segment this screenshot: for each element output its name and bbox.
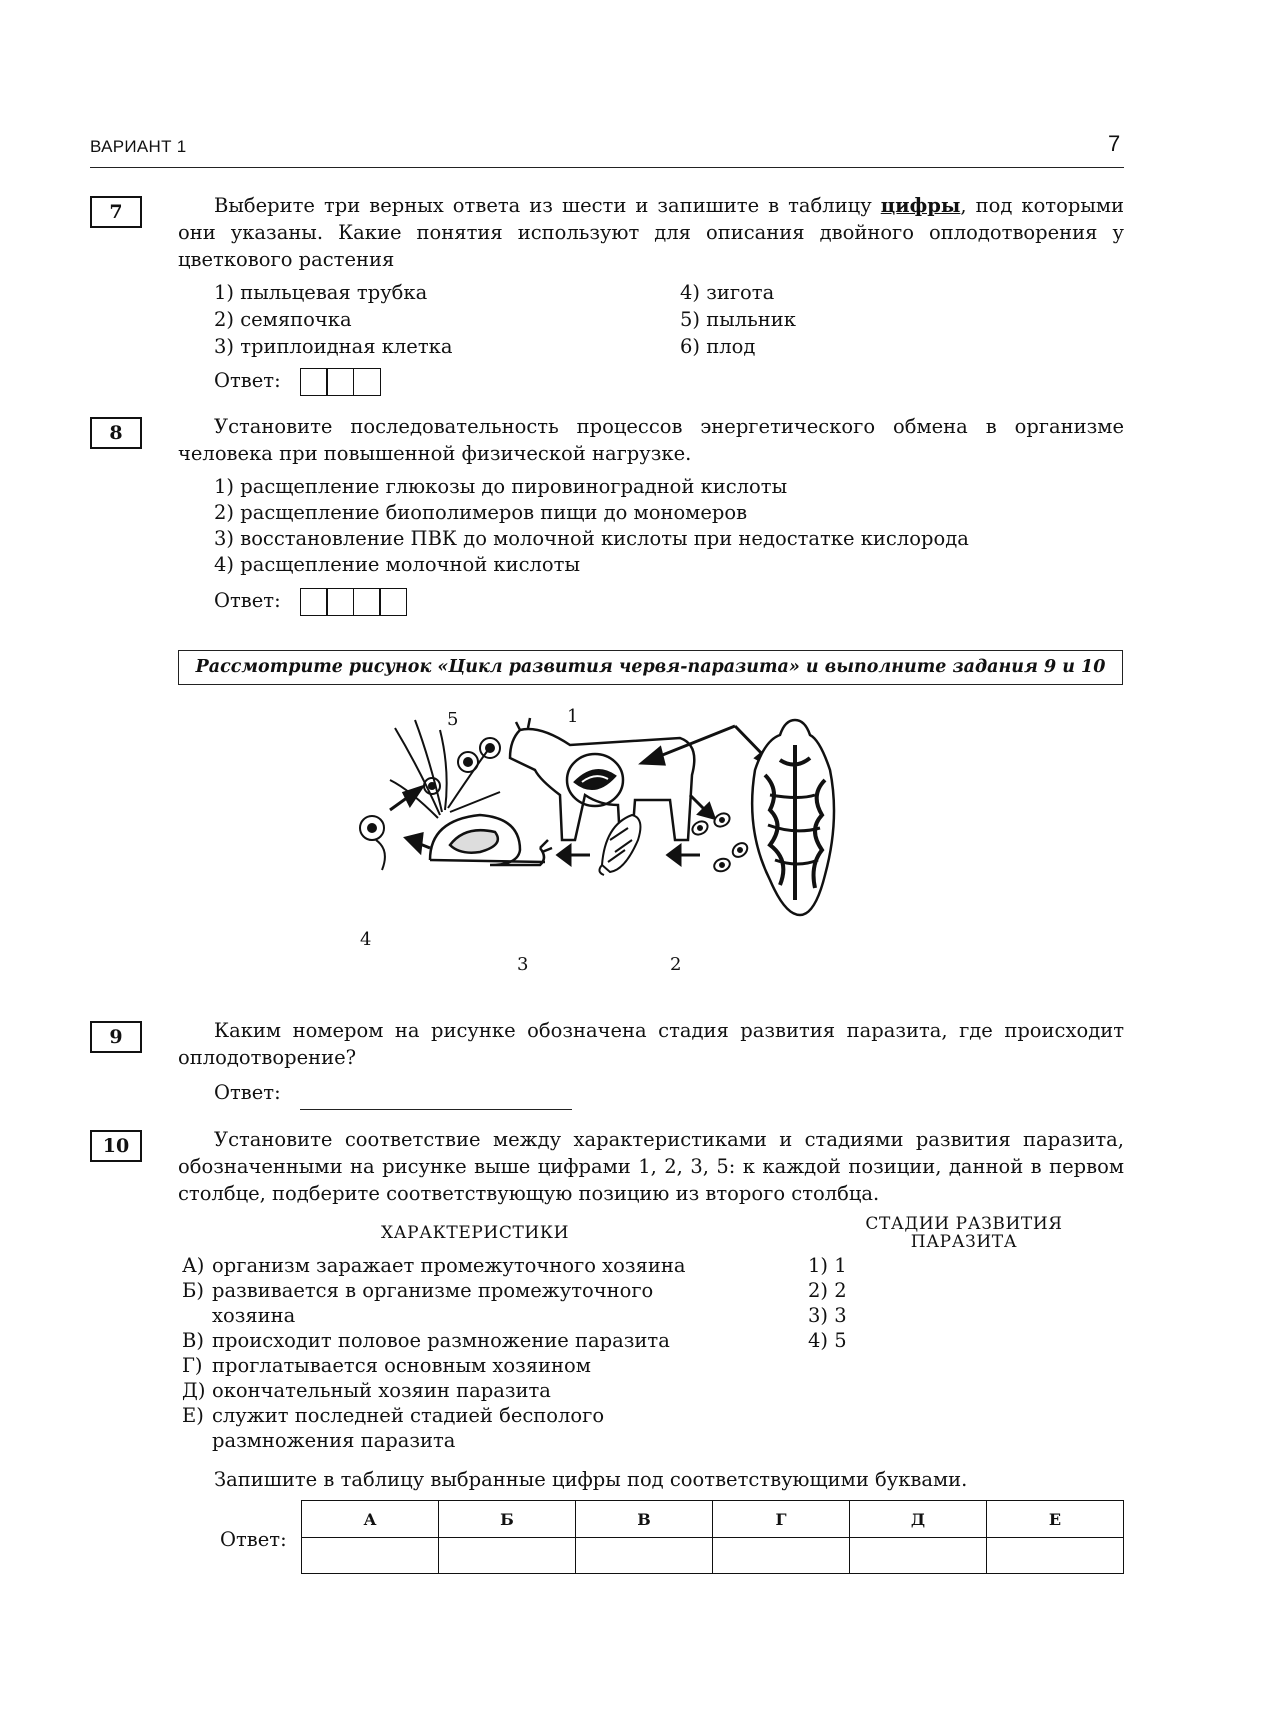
answer-cell[interactable] [326, 588, 354, 616]
characteristic-item: В) происходит половое размножение паразита [182, 1329, 670, 1352]
characteristics-list [182, 1252, 685, 1452]
task-7-option: 3) триплоидная клетка [214, 335, 453, 358]
answer-table-header: А [302, 1501, 439, 1538]
answer-table-cell[interactable] [439, 1538, 576, 1574]
task-9-answer-line[interactable] [300, 1109, 572, 1110]
task-9-text: Каким номером на рисунке обозначена стадия развития паразита, где происходит оплодотворение? [178, 1019, 1124, 1069]
task-8-option: 3) восстановление ПВК до молочной кислоты при недостатке кислорода [214, 527, 969, 550]
task-7-number: 7 [90, 196, 142, 228]
task-8-option: 2) расщепление биополимеров пищи до мономеров [214, 501, 748, 524]
snail-illustration [430, 815, 552, 865]
answer-table-header: Е [987, 1501, 1124, 1538]
task-7-option: 5) пыльник [680, 308, 796, 331]
answer-table-header: Д [850, 1501, 987, 1538]
figure-label-5: 5 [447, 709, 459, 730]
answer-cell[interactable] [353, 368, 381, 396]
task-7-text-start: Выберите три верных ответа из шести и запишите в таблицу [214, 194, 881, 217]
task-8-answer-label: Ответ: [214, 589, 281, 612]
stages-header-line-2: ПАРАЗИТА [910, 1232, 1018, 1252]
answer-table-header: Г [713, 1501, 850, 1538]
task-7-option: 6) плод [680, 335, 756, 358]
plant-with-cysts-illustration [390, 720, 500, 818]
answer-table-cell[interactable] [576, 1538, 713, 1574]
cercaria-illustration [360, 816, 385, 870]
characteristic-item: Д) окончательный хозяин паразита [182, 1379, 551, 1402]
task-9-answer-label: Ответ: [214, 1081, 281, 1104]
figure-label-2: 2 [670, 954, 682, 975]
miracidium-illustration [599, 815, 640, 875]
stages-list [808, 1252, 847, 1352]
task-9-number: 9 [90, 1021, 142, 1053]
stage-item: 2) 2 [808, 1279, 847, 1302]
answer-table-header: В [576, 1501, 713, 1538]
task-8-answer-boxes[interactable] [301, 588, 407, 616]
task-7-option: 4) зигота [680, 281, 775, 304]
task-7-text-end: , под которыми они указаны. Какие понятия используют для описания двойного оплодотворения у цветкового растения [178, 194, 1125, 271]
task-7-option: 2) семяпочка [214, 308, 352, 331]
task-10-instruction: Запишите в таблицу выбранные цифры под соответствующими буквами. [214, 1468, 968, 1491]
answer-cell[interactable] [326, 368, 354, 396]
answer-cell[interactable] [300, 368, 328, 396]
answer-table-cell[interactable] [302, 1538, 439, 1574]
header-rule [90, 167, 1124, 168]
parasite-life-cycle-figure [360, 700, 930, 985]
answer-table-header: Б [439, 1501, 576, 1538]
task-8-option: 4) расщепление молочной кислоты [214, 553, 580, 576]
characteristic-item: Е) служит последней стадией бесполого [182, 1404, 605, 1427]
figure-label-4: 4 [360, 929, 372, 950]
characteristic-item: Г) проглатывается основным хозяином [182, 1354, 591, 1377]
task-10-number: 10 [90, 1130, 142, 1162]
stage-item: 4) 5 [808, 1329, 847, 1352]
task-10-answer-table [301, 1500, 1124, 1574]
figure-label-3: 3 [517, 954, 529, 975]
variant-label: ВАРИАНТ 1 [90, 137, 187, 156]
task-10-text: Установите соответствие между характеристиками и стадиями развития паразита, обозначенными на рисунке выше цифрами 1, 2, 3, 5: к каждой позиции, данной в первом столбце, подберите соответствующую позицию из второго столбца. [178, 1128, 1124, 1205]
task-8-number: 8 [90, 417, 142, 449]
answer-cell[interactable] [353, 588, 381, 616]
characteristics-header: ХАРАКТЕРИСТИКИ [380, 1223, 569, 1243]
answer-table-cell[interactable] [987, 1538, 1124, 1574]
task-7-text-emphasis: цифры [880, 194, 961, 217]
characteristic-item: хозяина [212, 1304, 296, 1327]
characteristic-item: размножения паразита [212, 1429, 456, 1452]
task-7-text [178, 192, 1124, 273]
characteristic-item: А) организм заражает промежуточного хозяина [182, 1254, 686, 1277]
characteristic-item: Б) развивается в организме промежуточного [182, 1279, 654, 1302]
figure-instruction-banner: Рассмотрите рисунок «Цикл развития червя-паразита» и выполните задания 9 и 10 [178, 650, 1123, 685]
task-7-answer-boxes[interactable] [301, 368, 381, 396]
adult-fluke-illustration [752, 720, 834, 915]
cow-illustration [510, 718, 694, 840]
stages-header-line-1: СТАДИИ РАЗВИТИЯ [865, 1214, 1063, 1234]
figure-label-1: 1 [567, 706, 579, 727]
task-8-text: Установите последовательность процессов энергетического обмена в организме человека при повышенной физической нагрузке. [178, 415, 1124, 465]
stage-item: 1) 1 [808, 1254, 847, 1277]
answer-table-cell[interactable] [713, 1538, 850, 1574]
answer-cell[interactable] [300, 588, 328, 616]
stage-item: 3) 3 [808, 1304, 847, 1327]
task-8-option: 1) расщепление глюкозы до пировиноградной кислоты [214, 475, 788, 498]
answer-table-cell[interactable] [850, 1538, 987, 1574]
eggs-illustration [690, 811, 750, 874]
task-10-answer-label: Ответ: [220, 1528, 287, 1551]
task-7-option: 1) пыльцевая трубка [214, 281, 428, 304]
page-number: 7 [1108, 131, 1121, 156]
task-7-answer-label: Ответ: [214, 369, 281, 392]
answer-cell[interactable] [379, 588, 407, 616]
